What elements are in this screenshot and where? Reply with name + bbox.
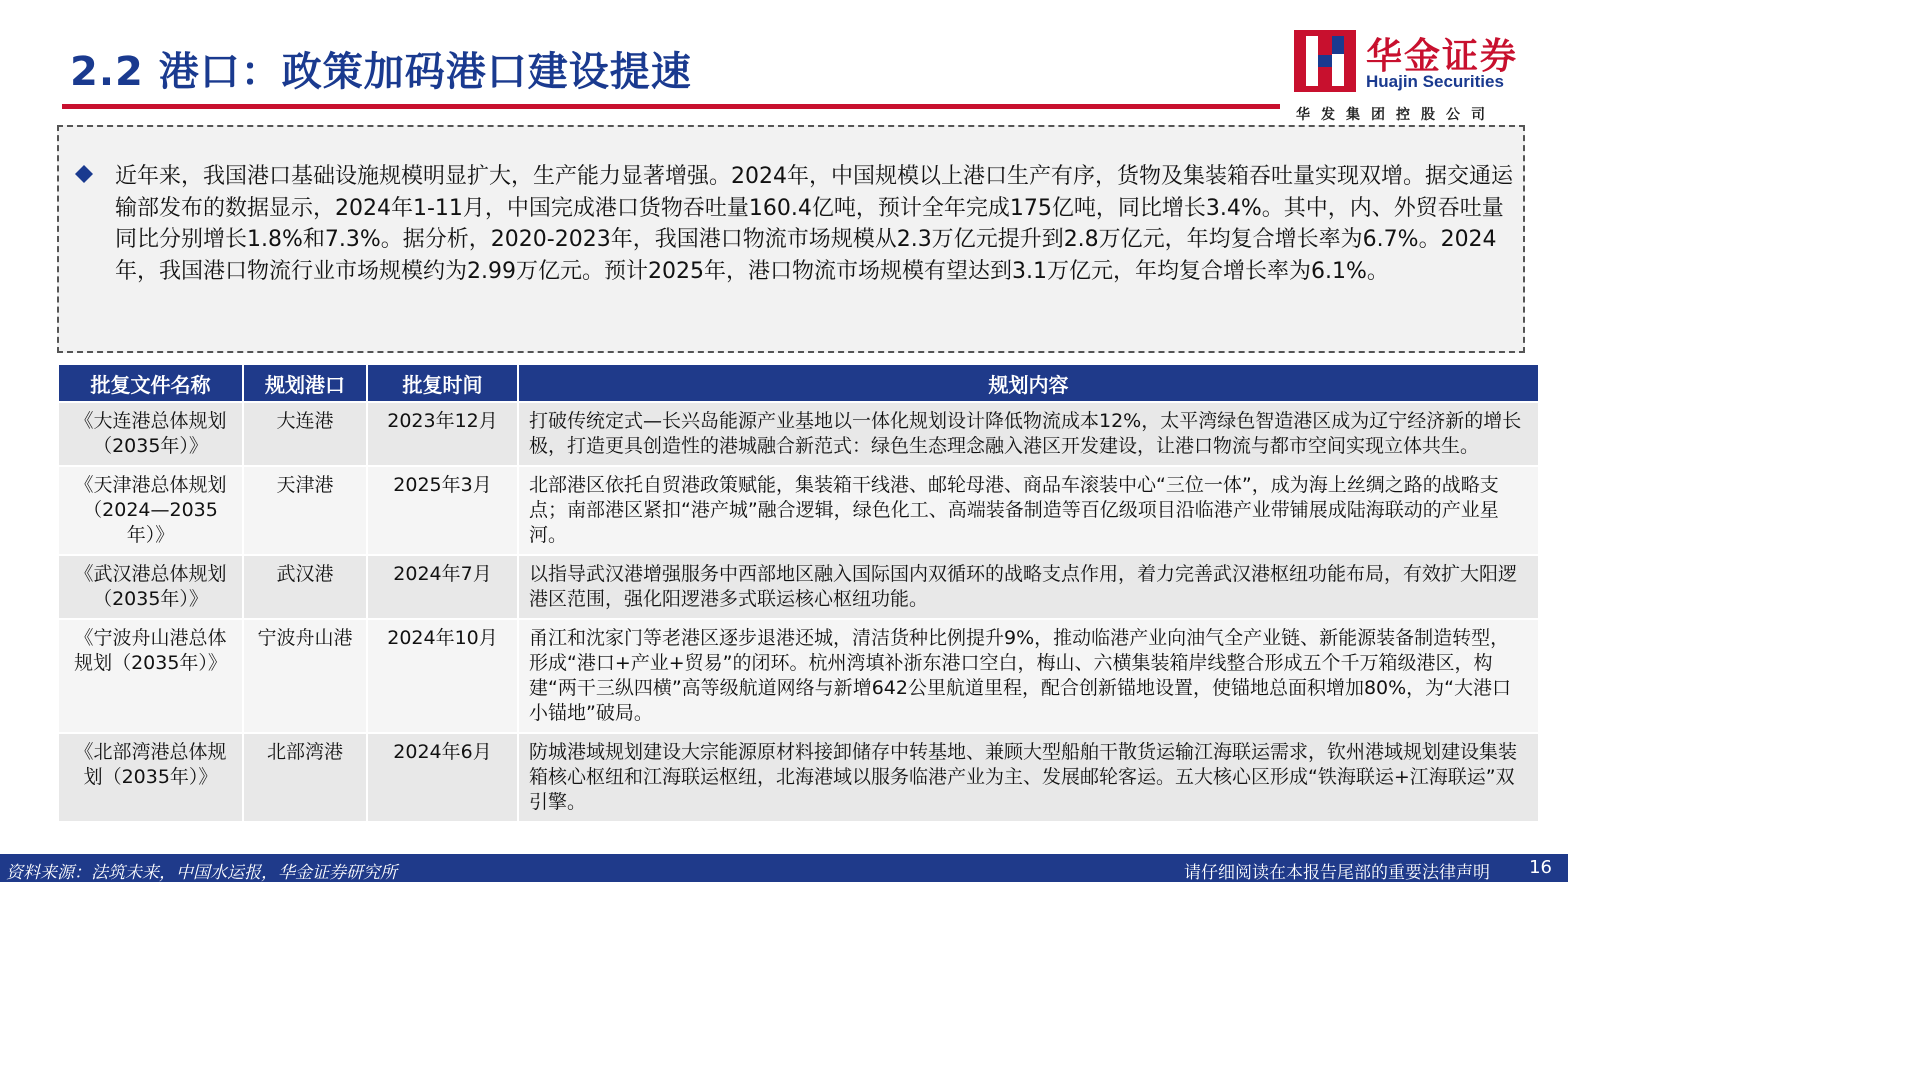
doc-name-cell: 《武汉港总体规划（2035年）》: [58, 555, 243, 619]
footer-bar: [0, 854, 1568, 882]
table-row: [58, 619, 1539, 733]
page-number: 16: [1529, 857, 1552, 878]
content-cell: 防城港域规划建设大宗能源原材料接卸储存中转基地、兼顾大型船舶干散货运输江海联运需求，钦州港域规划建设集装箱核心枢纽和江海联运枢纽，北海港域以服务临港产业为主、发展邮轮客运。五大核心区形成“铁海联运+江海联运”双引擎。: [518, 733, 1539, 822]
port-cell: 天津港: [243, 466, 367, 555]
content-cell: 以指导武汉港增强服务中西部地区融入国际国内双循环的战略支点作用，着力完善武汉港枢纽功能布局，有效扩大阳逻港区范围，强化阳逻港多式联运核心枢纽功能。: [518, 555, 1539, 619]
port-planning-table: [57, 363, 1540, 823]
content-cell: 北部港区依托自贸港政策赋能，集装箱干线港、邮轮母港、商品车滚装中心“三位一体”，成为海上丝绸之路的战略支点；南部港区紧扣“港产城”融合逻辑，绿色化工、高端装备制造等百亿级项目沿临港产业带铺展成陆海联动的产业星河。: [518, 466, 1539, 555]
column-header-port: 规划港口: [243, 364, 367, 402]
logo-subtitle: 华发集团控股公司: [1296, 107, 1496, 123]
table-row: [58, 466, 1539, 555]
content-cell: 甬江和沈家门等老港区逐步退港还城，清洁货种比例提升9%，推动临港产业向油气全产业链、新能源装备制造转型，形成“港口+产业+贸易”的闭环。杭州湾填补浙东港口空白，梅山、六横集装箱岸线整合形成五个千万箱级港区，构建“两干三纵四横”高等级航道网络与新增642公里航道里程，配合创新锚地设置，使锚地总面积增加80%，为“大港口小锚地”破局。: [518, 619, 1539, 733]
port-cell: 武汉港: [243, 555, 367, 619]
doc-name-cell: 《北部湾港总体规划（2035年）》: [58, 733, 243, 822]
table-row: [58, 555, 1539, 619]
doc-name-cell: 《宁波舟山港总体规划（2035年）》: [58, 619, 243, 733]
diamond-icon: [75, 165, 93, 183]
content-cell: 打破传统定式—长兴岛能源产业基地以一体化规划设计降低物流成本12%，太平湾绿色智造港区成为辽宁经济新的增长极，打造更具创造性的港城融合新范式：绿色生态理念融入港区开发建设，让港口物流与都市空间实现立体共生。: [518, 402, 1539, 466]
company-logo: [1294, 28, 1544, 124]
port-cell: 大连港: [243, 402, 367, 466]
date-cell: 2025年3月: [367, 466, 518, 555]
table-row: [58, 733, 1539, 822]
port-cell: 北部湾港: [243, 733, 367, 822]
table-header-row: [58, 364, 1539, 402]
doc-name-cell: 《大连港总体规划（2035年）》: [58, 402, 243, 466]
summary-text: 近年来，我国港口基础设施规模明显扩大，生产能力显著增强。2024年，中国规模以上港口生产有序，货物及集装箱吞吐量实现双增。据交通运输部发布的数据显示，2024年1-11月，中国完成港口货物吞吐量160.4亿吨，预计全年完成175亿吨，同比增长3.4%。其中，内、外贸吞吐量同比分别增长1.8%和7.3%。据分析，2020-2023年，我国港口物流市场规模从2.3万亿元提升到2.8万亿元，年均复合增长率为6.7%。2024年，我国港口物流行业市场规模约为2.99万亿元。预计2025年，港口物流市场规模有望达到3.1万亿元，年均复合增长率为6.1%。: [115, 164, 1513, 284]
logo-name-cn: 华金证券: [1366, 36, 1519, 77]
legal-notice: 请仔细阅读在本报告尾部的重要法律声明: [1184, 863, 1490, 883]
date-cell: 2024年7月: [367, 555, 518, 619]
page-title: 2.2 港口：政策加码港口建设提速: [70, 49, 692, 95]
column-header-date: 批复时间: [367, 364, 518, 402]
date-cell: 2023年12月: [367, 402, 518, 466]
summary-box: [57, 125, 1525, 353]
logo-name-en: Huajin Securities: [1366, 72, 1504, 91]
column-header-doc: 批复文件名称: [58, 364, 243, 402]
source-note: 资料来源：法筑未来，中国水运报，华金证券研究所: [6, 863, 397, 883]
doc-name-cell: 《天津港总体规划（2024—2035年）》: [58, 466, 243, 555]
port-cell: 宁波舟山港: [243, 619, 367, 733]
huajin-logo-icon: [1294, 30, 1356, 92]
title-underline: [62, 104, 1280, 109]
date-cell: 2024年6月: [367, 733, 518, 822]
column-header-content: 规划内容: [518, 364, 1539, 402]
date-cell: 2024年10月: [367, 619, 518, 733]
table-row: [58, 402, 1539, 466]
